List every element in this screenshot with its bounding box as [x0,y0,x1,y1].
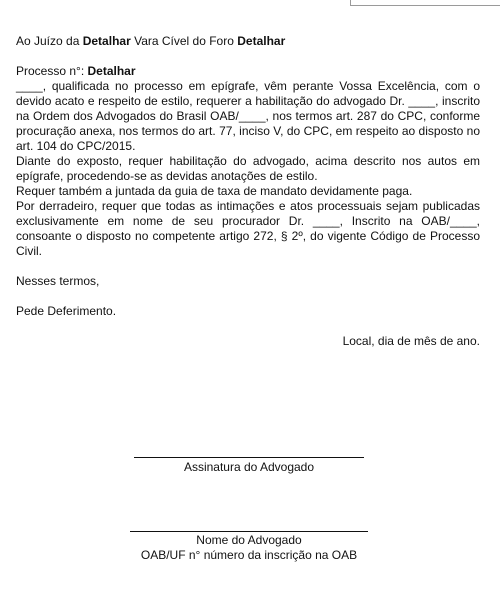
top-right-frame [350,0,500,6]
signature-block [134,457,364,475]
court-middle-text: Vara Cível do Foro [130,34,238,48]
court-field-vara: Detalhar [82,34,131,48]
lawyer-name-line [130,531,368,532]
lawyer-name-label: Nome do Advogado [196,533,302,547]
process-value: Detalhar [87,64,136,78]
closing-terms: Nesses termos, [16,274,100,288]
paragraph-fee-receipt: Requer também a juntada da guia de taxa de mandato devidamente paga. [16,184,413,198]
lawyer-block [120,531,378,563]
closing-request: Pede Deferimento. [16,304,117,318]
signature-line [134,457,364,458]
paragraph-conclusion: Diante do exposto, requer habilitação do advogado, acima descrito nos autos em epígrafe, procedendo-se as devidas anotações de estilo. [16,154,480,183]
court-field-foro: Detalhar [237,34,286,48]
process-number [16,64,480,79]
petition-document [16,34,480,349]
signature-label: Assinatura do Advogado [183,460,315,474]
lawyer-oab-label: OAB/UF n° número da inscrição na OAB [140,548,358,562]
place-and-date: Local, dia de mês de ano. [342,334,480,348]
paragraph-notifications: Por derradeiro, requer que todas as intimações e atos processuais sejam publicadas exclusivamente em nome de seu procurador Dr. ____, Inscrito na OAB/____, consoante o disposto no competente artigo 272, § 2º, do vigente Código de Processo Civil. [16,199,480,258]
process-label: Processo n°: [16,64,88,78]
court-addressee [16,34,480,49]
paragraph-habilitation-request: ____, qualificada no processo em epígrafe, vêm perante Vossa Excelência, com o devido acato e respeito de estilo, requerer a habilitação do advogado Dr. ____, inscrito na Ordem dos Advogados do Brasil OAB/____, nos termos art. 287 do CPC, conforme procuração anexa, nos termos do art. 77, inciso V, do CPC, em respeito ao disposto no art. 104 do CPC/2015. [16,79,480,153]
court-prefix-text: Ao Juízo da [16,34,83,48]
